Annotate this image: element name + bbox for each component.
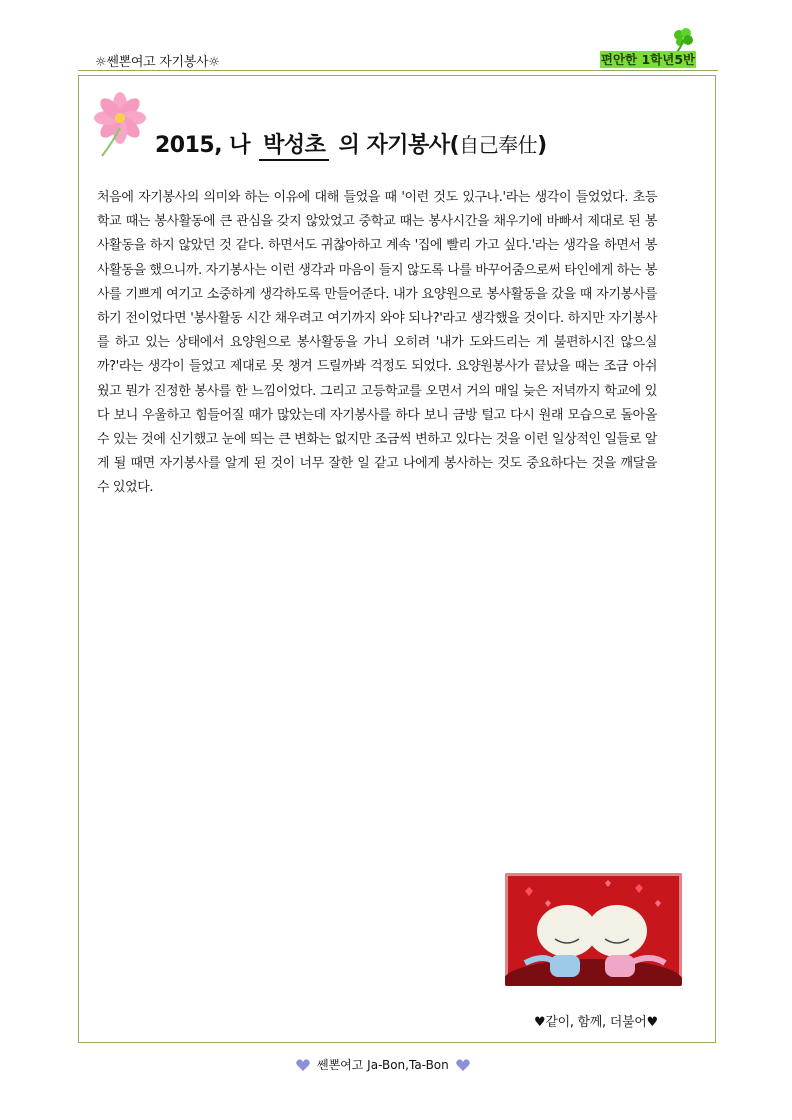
- heart-icon: [295, 1058, 311, 1072]
- class-badge: 편안한 1학년5반: [600, 52, 696, 67]
- title-close: ): [537, 133, 547, 158]
- page-title: [155, 128, 547, 161]
- student-name: 박성초: [259, 128, 329, 161]
- footer: [295, 1056, 471, 1073]
- clover-icon: [668, 26, 698, 54]
- couple-photo: [505, 873, 682, 986]
- title-hanja: 自己奉仕: [459, 133, 538, 157]
- header-divider: [78, 70, 718, 71]
- heart-icon: [455, 1058, 471, 1072]
- essay-paragraph: 처음에 자기봉사의 의미와 하는 이유에 대해 들었을 때 '이런 것도 있구나.'라는 생각이 들었었다. 초등학교 때는 봉사활동에 큰 관심을 갖지 않았었고 중학교 때는 봉사시간을 채우기에 바빠서 제대로 된 봉사활동을 하지 않았던 것 같다. 하면서도 귀찮아하고 계속 '집에 빨리 가고 싶다.'라는 생각을 하면서 봉사활동을 했으니까. 자기봉사는 이런 생각과 마음이 들지 않도록 나를 바꾸어줌으로써 타인에게 하는 봉사를 기쁘게 여기고 소중하게 생각하도록 만들어준다. 내가 요양원으로 봉사활동을 갔을 때 자기봉사를 하기 전이었다면 '봉사활동 시간 채우려고 여기까지 와야 되나?'라고 생각했을 것이다. 하지만 자기봉사를 하고 있는 상태에서 요양원으로 봉사활동을 가니 오히려 '내가 도와드리는 게 불편하시진 않으실까?'라는 생각이 들었고 제대로 못 챙겨 드릴까봐 걱정도 되었다. 요양원봉사가 끝났을 때는 조금 아쉬웠고 뭔가 진정한 봉사를 한 느낌이었다. 그리고 고등학교를 오면서 거의 매일 늦은 저녁까지 학교에 있다 보니 우울하고 힘들어질 때가 많았는데 자기봉사를 하다 보니 금방 털고 다시 원래 모습으로 돌아올 수 있는 것에 신기했고 눈에 띄는 큰 변화는 없지만 조금씩 변하고 있다는 것을 이런 일상적인 일들로 알게 될 때면 자기봉사를 알게 된 것이 너무 잘한 일 같고 나에게 봉사하는 것도 중요하다는 것을 깨달을 수 있었다.: [97, 190, 657, 496]
- footer-text: 쎈뽄여고 Ja-Bon,Ta-Bon: [317, 1058, 449, 1072]
- photo-caption: ♥같이, 함께, 더불어♥: [534, 1015, 658, 1030]
- title-suffix: 의 자기봉사(: [338, 133, 460, 158]
- header-left-text: ☼쎈뽄여고 자기봉사☼: [95, 55, 220, 70]
- essay-body: [97, 186, 657, 501]
- flower-icon: [88, 88, 148, 158]
- title-prefix: 2015, 나: [155, 133, 250, 158]
